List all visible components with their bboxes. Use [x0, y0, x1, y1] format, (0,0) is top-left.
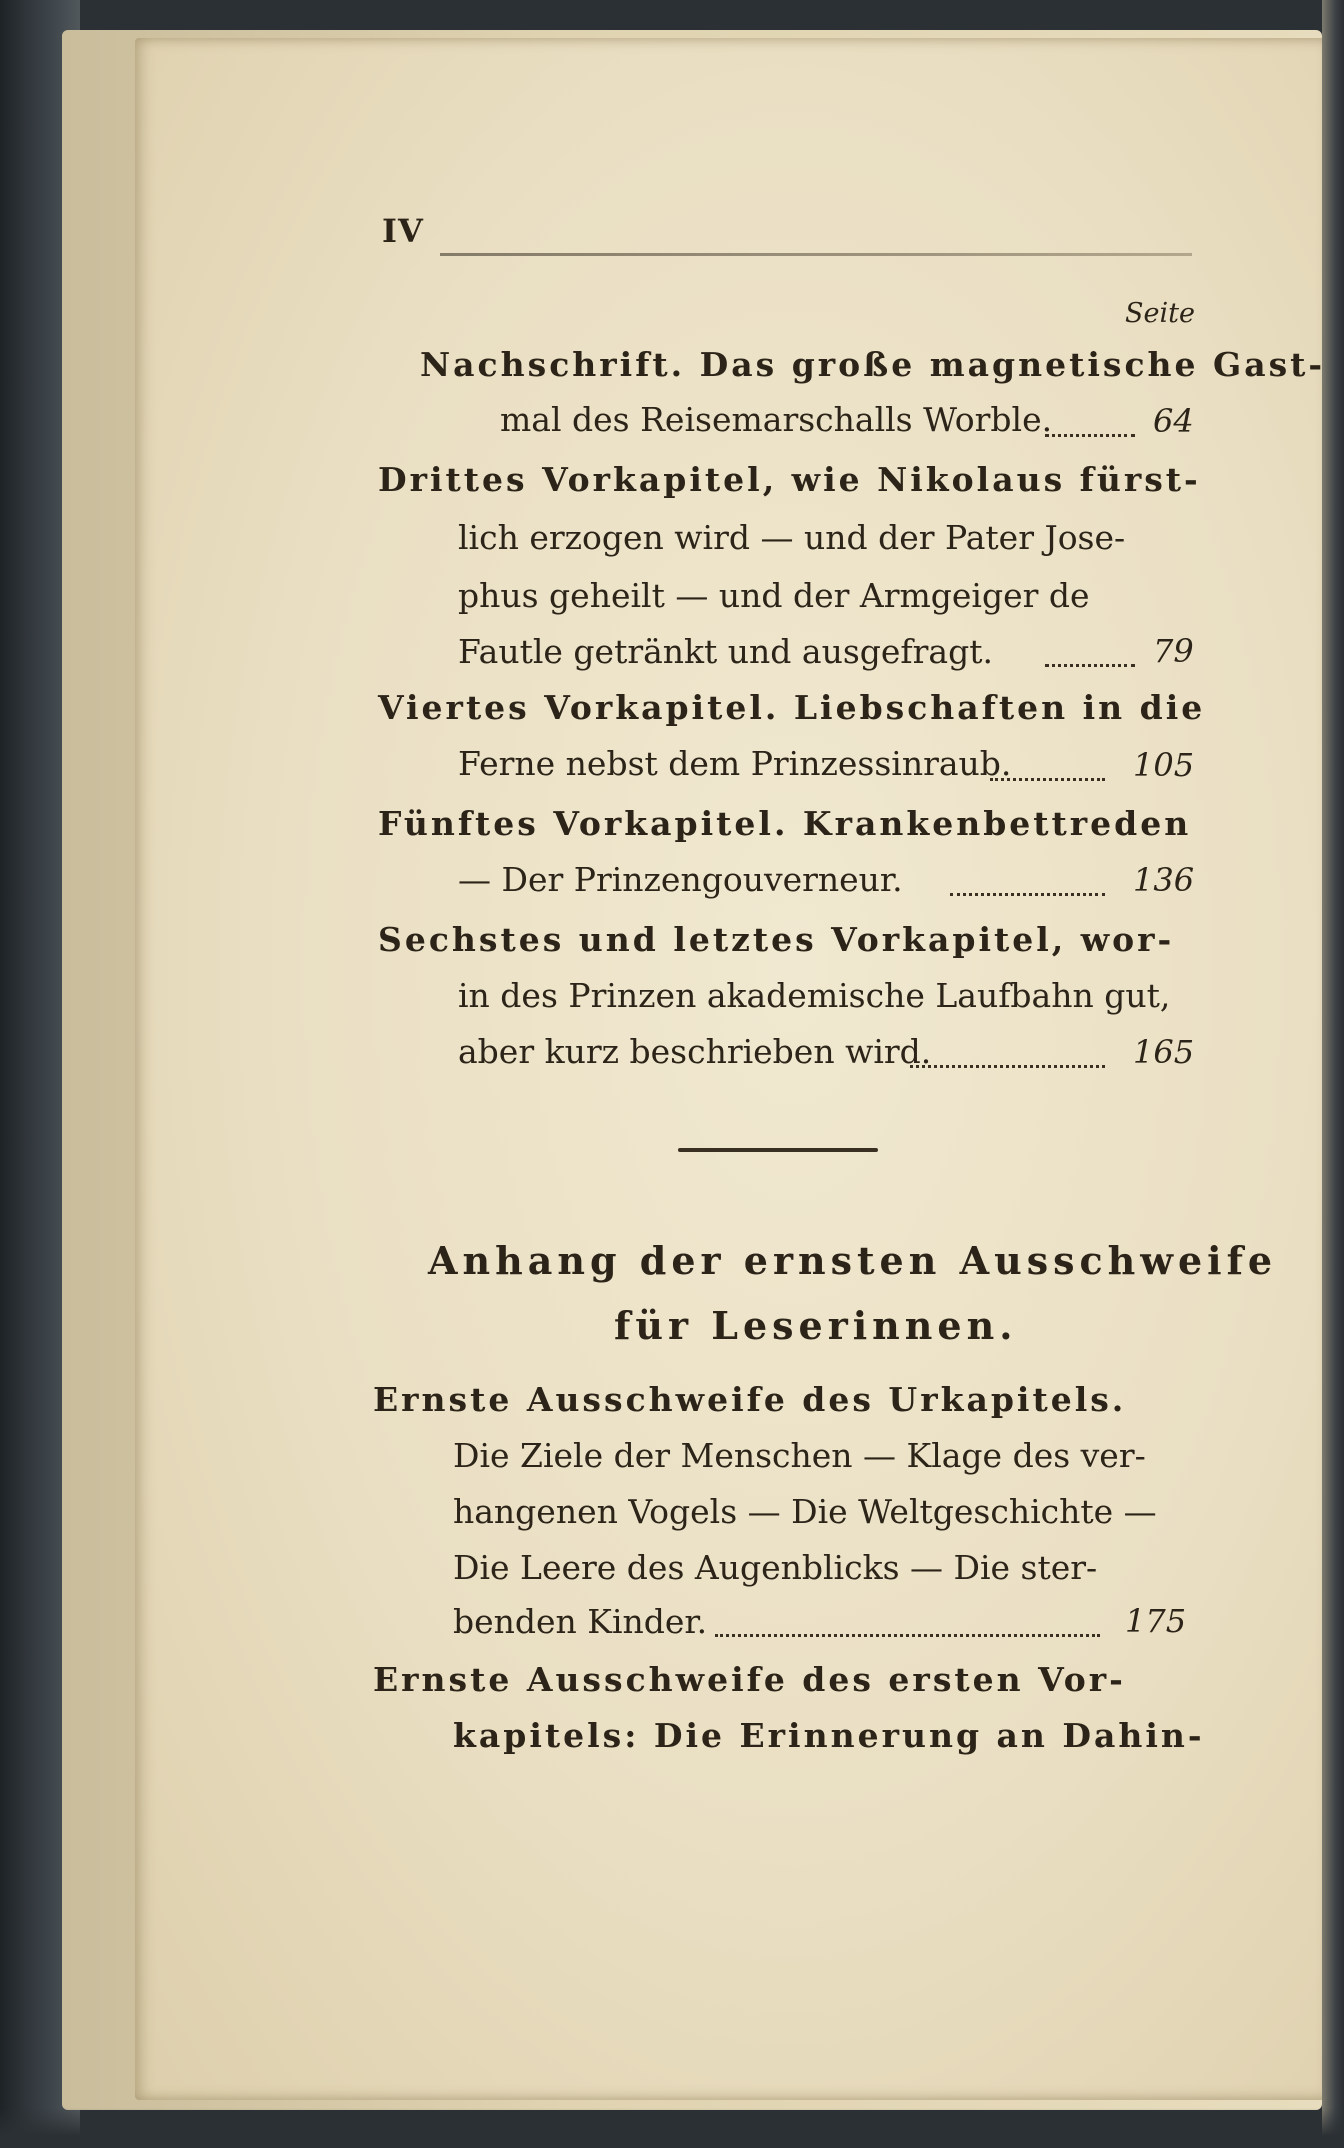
toc-leader-dots: [910, 1065, 1105, 1068]
toc-page-number: 64: [1153, 402, 1194, 440]
section-divider: [678, 1148, 878, 1152]
header-rule: [440, 253, 1192, 256]
appendix-line: Ernste Ausschweife des Urkapitels.: [373, 1380, 1127, 1419]
toc-line: lich erzogen wird — und der Pater Jose-: [458, 518, 1126, 557]
toc-line: Ferne nebst dem Prinzessinraub.: [458, 744, 1012, 783]
toc-line: mal des Reisemarschalls Worble.: [500, 400, 1053, 439]
toc-line: in des Prinzen akademische Laufbahn gut,: [458, 976, 1171, 1015]
toc-page-number: 165: [1133, 1033, 1195, 1071]
appendix-line: Die Ziele der Menschen — Klage des ver-: [453, 1436, 1146, 1475]
toc-page-number: 175: [1125, 1602, 1187, 1640]
book-binding-bottom: [0, 2108, 1344, 2148]
appendix-line: Ernste Ausschweife des ersten Vor-: [373, 1660, 1126, 1699]
toc-line: Fautle getränkt und ausgefragt.: [458, 632, 993, 671]
appendix-line: benden Kinder.: [453, 1602, 708, 1641]
toc-leader-dots: [715, 1634, 1100, 1637]
toc-leader-dots: [990, 778, 1105, 781]
toc-line: Drittes Vorkapitel, wie Nikolaus fürst-: [378, 460, 1201, 499]
toc-leader-dots: [950, 893, 1105, 896]
toc-line: Nachschrift. Das große magnetische Gast-: [420, 345, 1326, 384]
appendix-line: Die Leere des Augenblicks — Die ster-: [453, 1548, 1098, 1587]
toc-leader-dots: [1045, 434, 1135, 437]
page-number: IV: [382, 212, 424, 250]
toc-line: phus geheilt — und der Armgeiger de: [458, 576, 1090, 615]
appendix-line: kapitels: Die Erinnerung an Dahin-: [453, 1716, 1205, 1755]
book-binding-right: [1322, 0, 1344, 2148]
appendix-title: Anhang der ernsten Ausschweife: [428, 1238, 1278, 1283]
toc-line: Viertes Vorkapitel. Liebschaften in die: [378, 688, 1206, 727]
page-column-label: Seite: [1125, 298, 1195, 329]
toc-page-number: 79: [1153, 632, 1194, 670]
toc-leader-dots: [1045, 664, 1135, 667]
toc-page-number: 136: [1133, 861, 1195, 899]
toc-line: Sechstes und letztes Vorkapitel, wor-: [378, 920, 1175, 959]
bleed-through-mark: [1100, 1065, 1134, 1105]
toc-line: — Der Prinzengouverneur.: [458, 860, 903, 899]
appendix-title-continuation: für Leserinnen.: [614, 1303, 1018, 1348]
appendix-line: hangenen Vogels — Die Weltgeschichte —: [453, 1492, 1157, 1531]
toc-line: aber kurz beschrieben wird.: [458, 1032, 932, 1071]
toc-page-number: 105: [1133, 746, 1195, 784]
toc-line: Fünftes Vorkapitel. Krankenbettreden: [378, 804, 1192, 843]
